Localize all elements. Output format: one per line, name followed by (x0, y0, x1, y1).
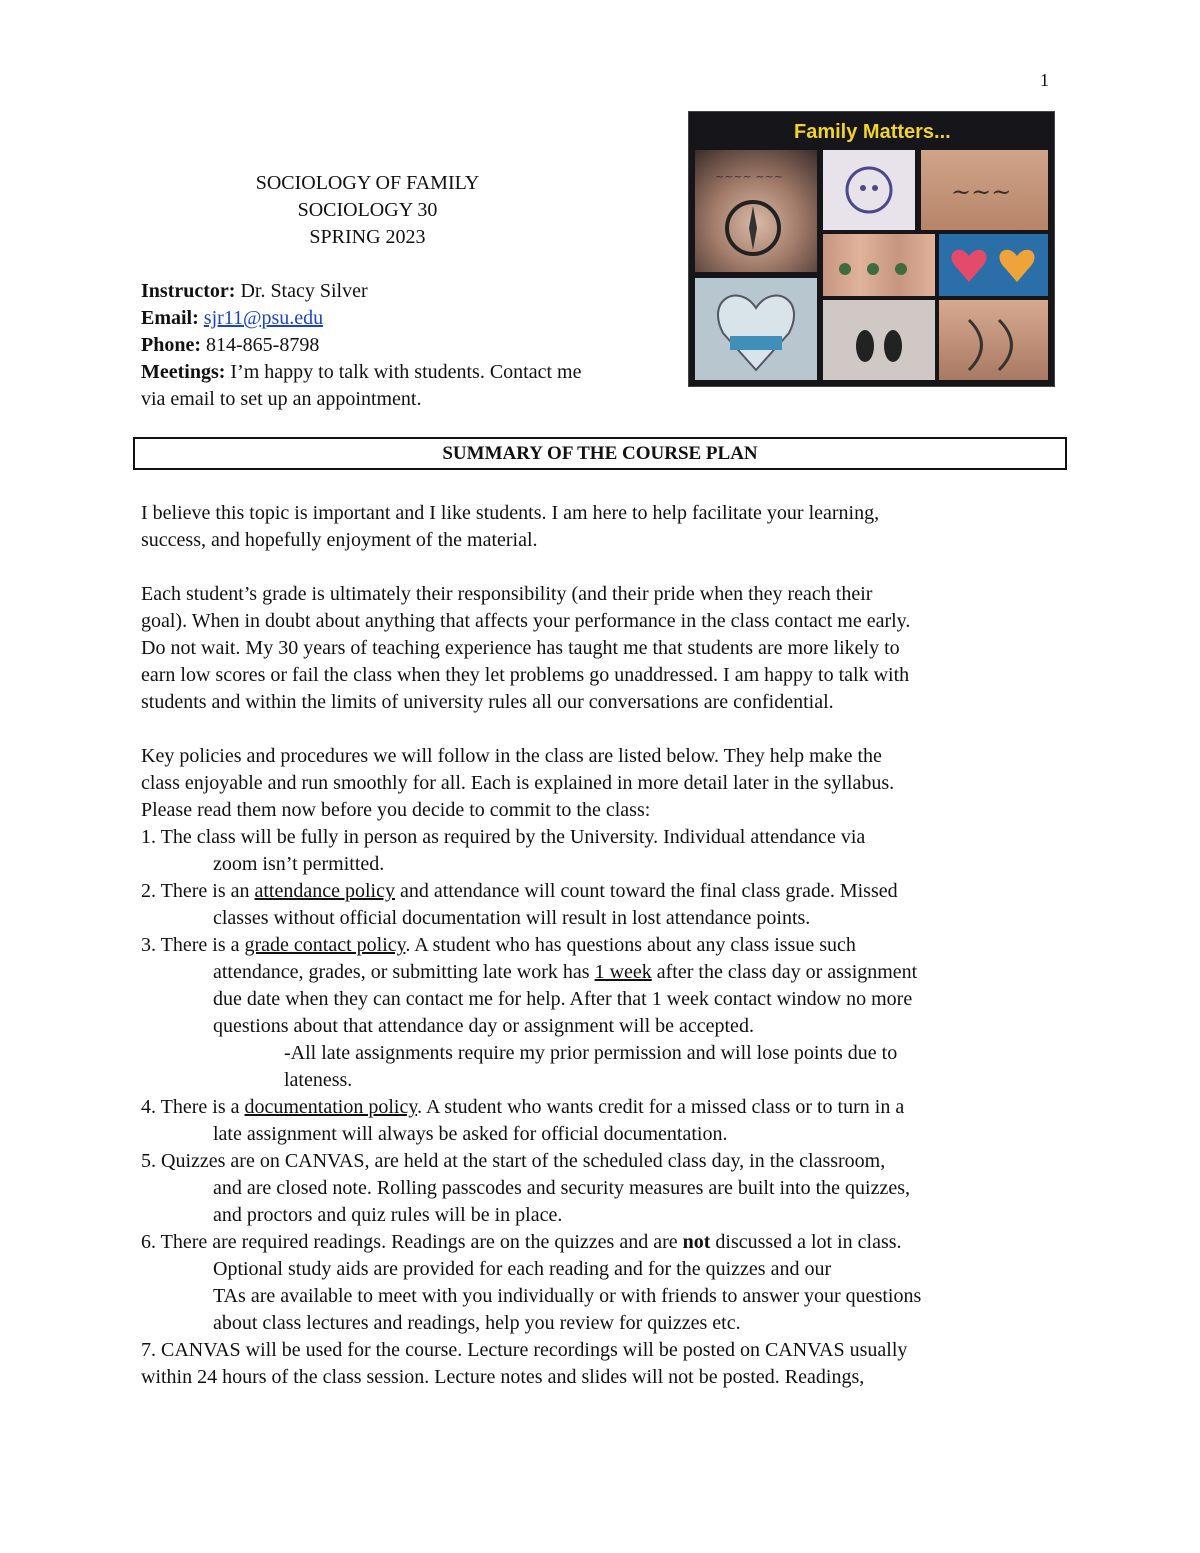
para2-line: Do not wait. My 30 years of teaching experience has taught me that students are more likely to (141, 637, 900, 659)
policy-item-1-cont: zoom isn’t permitted. (213, 853, 385, 875)
late-assignment-note: -All late assignments require my prior permission and will lose points due to (284, 1042, 898, 1064)
one-week-term: 1 week (594, 961, 652, 983)
late-assignment-note-cont: lateness. (284, 1069, 353, 1091)
policy-item-6-cont: TAs are available to meet with you individually or with friends to answer your questions (213, 1285, 922, 1307)
syllabus-body (141, 500, 1056, 1391)
policy-item-3: 3. There is a grade contact policy. A student who has questions about any class issue such (141, 934, 856, 956)
meetings-label: Meetings: (141, 361, 226, 383)
policy-item-4-cont: late assignment will always be asked for official documentation. (213, 1123, 728, 1145)
meetings-text-cont: via email to set up an appointment. (141, 388, 422, 410)
collage-title: Family Matters... (794, 121, 951, 143)
email-label: Email: (141, 307, 199, 329)
tattoo-photo-compass (695, 150, 817, 272)
svg-text:~~~~ ~~~: ~~~~ ~~~ (715, 170, 784, 183)
policy-item-3-cont: questions about that attendance day or assignment will be accepted. (213, 1015, 754, 1037)
instructor-name: Dr. Stacy Silver (235, 280, 368, 302)
course-title: SOCIOLOGY OF FAMILY (255, 172, 480, 194)
course-titles (140, 170, 595, 251)
tattoo-photo-hearts (939, 234, 1048, 296)
course-term: SPRING 2023 (309, 226, 426, 248)
policy-item-3-cont: due date when they can contact me for help. After that 1 week contact window no more (213, 988, 913, 1010)
para3-line: Key policies and procedures we will follow in the class are listed below. They help make the (141, 745, 882, 767)
summary-heading: SUMMARY OF THE COURSE PLAN (133, 437, 1067, 470)
policy-item-5-cont: and proctors and quiz rules will be in place. (213, 1204, 563, 1226)
policy-item-2-cont: classes without official documentation will result in lost attendance points. (213, 907, 811, 929)
para2-line: students and within the limits of university rules all our conversations are confidential. (141, 691, 834, 713)
email-link[interactable]: sjr11@psu.edu (203, 307, 324, 329)
policy-item-3-cont: attendance, grades, or submitting late work has 1 week after the class day or assignment (213, 961, 918, 983)
para2-line: earn low scores or fail the class when they let problems go unaddressed. I am happy to talk with (141, 664, 910, 686)
documentation-policy-term: documentation policy (244, 1096, 418, 1118)
policy-item-6-cont: Optional study aids are provided for each reading and for the quizzes and our (213, 1258, 832, 1280)
policy-item-2: 2. There is an attendance policy and attendance will count toward the final class grade. Missed (141, 880, 898, 902)
grade-contact-policy-term: grade contact policy (244, 934, 406, 956)
policy-item-6: 6. There are required readings. Readings are on the quizzes and are not discussed a lot in class. (141, 1231, 902, 1253)
policy-item-4: 4. There is a documentation policy. A student who wants credit for a missed class or to turn in a (141, 1096, 905, 1118)
para2-line: Each student’s grade is ultimately their responsibility (and their pride when they reach their (141, 583, 873, 605)
instructor-label: Instructor: (141, 280, 236, 302)
instructor-info (141, 278, 681, 413)
tattoo-photo-footprints (823, 300, 935, 380)
meetings-text: I’m happy to talk with students. Contact me (225, 361, 582, 383)
para3-line: Please read them now before you decide to commit to the class: (141, 799, 651, 821)
tattoo-photo-baby (823, 150, 915, 230)
policy-item-1: 1. The class will be fully in person as required by the University. Individual attendance via (141, 826, 866, 848)
phone-number: 814-865-8798 (201, 334, 320, 356)
tattoo-photo-fingers (823, 234, 935, 296)
policy-item-7: 7. CANVAS will be used for the course. Lecture recordings will be posted on CANVAS usually (141, 1339, 908, 1361)
para2-line: goal). When in doubt about anything that affects your performance in the class contact me early. (141, 610, 911, 632)
family-matters-collage (688, 111, 1055, 387)
tattoo-photo-heart-landscape (695, 278, 817, 380)
emphasis-not: not (682, 1231, 711, 1253)
policy-item-6-cont: about class lectures and readings, help you review for quizzes etc. (213, 1312, 741, 1334)
para3-line: class enjoyable and run smoothly for all. Each is explained in more detail later in the syllabus. (141, 772, 895, 794)
policy-item-5: 5. Quizzes are on CANVAS, are held at the start of the scheduled class day, in the classroom, (141, 1150, 886, 1172)
tattoo-photo-back (939, 300, 1048, 380)
phone-label: Phone: (141, 334, 201, 356)
para1-line: I believe this topic is important and I like students. I am here to help facilitate your learning, (141, 502, 880, 524)
course-code: SOCIOLOGY 30 (297, 199, 438, 221)
policy-item-7-cont: within 24 hours of the class session. Lecture notes and slides will not be posted. Readings, (141, 1366, 865, 1388)
svg-text:~~~: ~~~ (951, 178, 1012, 206)
tattoo-photo-mom (921, 150, 1048, 230)
page-number: 1 (1040, 70, 1049, 90)
para1-line: success, and hopefully enjoyment of the material. (141, 529, 538, 551)
attendance-policy-term: attendance policy (254, 880, 395, 902)
policy-item-5-cont: and are closed note. Rolling passcodes and security measures are built into the quizzes, (213, 1177, 911, 1199)
